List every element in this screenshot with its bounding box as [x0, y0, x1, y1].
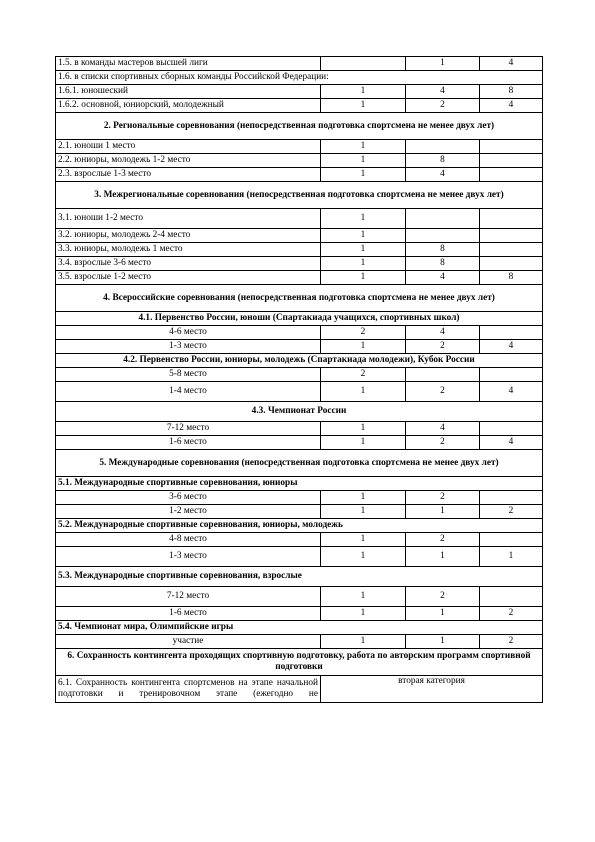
criterion-label: 2.3. взрослые 1-3 место — [56, 168, 321, 182]
subsection-heading: 4.2. Первенство России, юниоры, молодежь (Спартакиада молодежи), Кубок России — [56, 354, 543, 368]
points-cell: 4 — [406, 326, 480, 340]
subsection-heading: 5.1. Международные спортивные соревнования, юниоры — [56, 477, 543, 491]
table-row — [56, 168, 543, 182]
subsection-heading: 4.3. Чемпионат России — [56, 402, 543, 422]
subsection-heading: 5.3. Международные спортивные соревнования, взрослые — [56, 567, 543, 587]
table-row — [56, 587, 543, 607]
criterion-label: 2.2. юниоры, молодежь 1-2 место — [56, 154, 321, 168]
criterion-label: 1-4 место — [56, 382, 321, 402]
document-page — [55, 56, 542, 703]
section-heading: 3. Межрегиональные соревнования (непосредственная подготовка спортсмена не менее двух лет) — [56, 182, 543, 209]
points-cell — [480, 209, 543, 229]
points-cell: 1 — [406, 607, 480, 621]
table-row — [56, 243, 543, 257]
points-cell: 1 — [321, 607, 406, 621]
table-row — [56, 182, 543, 209]
table-row — [56, 547, 543, 567]
points-cell — [480, 533, 543, 547]
section-heading: 2. Региональные соревнования (непосредственная подготовка спортсмена не менее двух лет) — [56, 113, 543, 140]
points-cell: 2 — [480, 505, 543, 519]
section-heading: 5. Международные соревнования (непосредственная подготовка спортсмена не менее двух лет) — [56, 450, 543, 477]
table-row — [56, 326, 543, 340]
points-cell: 2 — [480, 607, 543, 621]
criterion-label: 1.5. в команды мастеров высшей лиги — [56, 57, 321, 71]
table-row — [56, 99, 543, 113]
points-cell: 1 — [321, 209, 406, 229]
points-cell: 1 — [321, 533, 406, 547]
points-cell: 2 — [480, 635, 543, 649]
points-cell — [406, 209, 480, 229]
points-cell: 1 — [321, 505, 406, 519]
points-cell: 1 — [321, 243, 406, 257]
criterion-label: 6.1. Сохранность контингента спортсменов на этапе начальной подготовки и тренировочном этапе (ежегодно не — [56, 676, 321, 703]
points-cell: 1 — [406, 635, 480, 649]
points-cell: 2 — [406, 99, 480, 113]
criterion-label: 3.2. юниоры, молодежь 2-4 место — [56, 229, 321, 243]
table-row — [56, 382, 543, 402]
section-heading: 4. Всероссийские соревнования (непосредственная подготовка спортсмена не менее двух лет) — [56, 285, 543, 312]
points-cell — [406, 368, 480, 382]
points-cell — [480, 257, 543, 271]
criterion-label: участие — [56, 635, 321, 649]
points-cell — [480, 326, 543, 340]
points-cell: 2 — [406, 382, 480, 402]
criteria-table — [55, 56, 543, 703]
criterion-group-label: 1.6. в списки спортивных сборных команды Российской Федерации: — [56, 71, 543, 85]
table-row — [56, 477, 543, 491]
criterion-label: 1-3 место — [56, 340, 321, 354]
criterion-label: 3.3. юниоры, молодежь 1 место — [56, 243, 321, 257]
table-row — [56, 257, 543, 271]
table-row — [56, 209, 543, 229]
criterion-label: 2.1. юноши 1 место — [56, 140, 321, 154]
points-cell: 4 — [406, 271, 480, 285]
criterion-label: 3.1. юноши 1-2 место — [56, 209, 321, 229]
criterion-label: 4-6 место — [56, 326, 321, 340]
points-cell: 1 — [321, 436, 406, 450]
table-row — [56, 271, 543, 285]
table-row — [56, 567, 543, 587]
subsection-heading: 5.2. Международные спортивные соревнования, юниоры, молодежь — [56, 519, 543, 533]
points-cell: 2 — [406, 533, 480, 547]
table-row — [56, 57, 543, 71]
points-cell: 4 — [406, 85, 480, 99]
criterion-label: 7-12 место — [56, 587, 321, 607]
points-cell — [406, 140, 480, 154]
criterion-label: 3-6 место — [56, 491, 321, 505]
points-cell: 1 — [321, 422, 406, 436]
points-cell: 1 — [406, 57, 480, 71]
points-cell: 1 — [321, 99, 406, 113]
points-cell — [321, 57, 406, 71]
points-cell: 2 — [406, 587, 480, 607]
criterion-label: 1.6.1. юношеский — [56, 85, 321, 99]
points-cell — [480, 368, 543, 382]
points-cell: 8 — [406, 257, 480, 271]
subsection-heading: 4.1. Первенство России, юноши (Спартакиада учащихся, спортивных школ) — [56, 312, 543, 326]
points-cell: 1 — [321, 85, 406, 99]
category-cell: вторая категория — [321, 676, 543, 703]
points-cell — [480, 243, 543, 257]
table-row — [56, 519, 543, 533]
table-row — [56, 229, 543, 243]
points-cell: 1 — [321, 229, 406, 243]
table-row — [56, 140, 543, 154]
points-cell: 8 — [480, 271, 543, 285]
table-row — [56, 621, 543, 635]
points-cell: 8 — [406, 154, 480, 168]
subsection-heading: 5.4. Чемпионат мира, Олимпийские игры — [56, 621, 543, 635]
table-row — [56, 635, 543, 649]
points-cell: 1 — [321, 635, 406, 649]
points-cell: 1 — [321, 271, 406, 285]
criterion-label: 7-12 место — [56, 422, 321, 436]
criterion-label: 1.6.2. основной, юниорский, молодежный — [56, 99, 321, 113]
criterion-label: 3.5. взрослые 1-2 место — [56, 271, 321, 285]
points-cell — [480, 168, 543, 182]
criterion-label: 5-8 место — [56, 368, 321, 382]
points-cell: 8 — [406, 243, 480, 257]
table-row — [56, 113, 543, 140]
criterion-label: 3.4. взрослые 3-6 место — [56, 257, 321, 271]
points-cell: 1 — [321, 257, 406, 271]
table-row — [56, 71, 543, 85]
table-row — [56, 354, 543, 368]
table-row — [56, 649, 543, 676]
criterion-label: 1-6 место — [56, 436, 321, 450]
points-cell: 4 — [406, 422, 480, 436]
points-cell: 8 — [480, 85, 543, 99]
points-cell: 1 — [321, 382, 406, 402]
points-cell: 2 — [321, 368, 406, 382]
points-cell — [480, 422, 543, 436]
table-row — [56, 607, 543, 621]
table-row — [56, 436, 543, 450]
points-cell: 4 — [406, 168, 480, 182]
table-row — [56, 450, 543, 477]
points-cell: 1 — [406, 505, 480, 519]
table-row — [56, 491, 543, 505]
table-row — [56, 312, 543, 326]
criterion-label: 1-2 место — [56, 505, 321, 519]
points-cell: 2 — [406, 340, 480, 354]
points-cell — [480, 491, 543, 505]
points-cell — [406, 229, 480, 243]
points-cell: 4 — [480, 57, 543, 71]
points-cell: 2 — [321, 326, 406, 340]
criterion-label: 1-3 место — [56, 547, 321, 567]
points-cell — [480, 154, 543, 168]
points-cell: 1 — [321, 154, 406, 168]
criterion-label: 4-8 место — [56, 533, 321, 547]
points-cell: 2 — [406, 436, 480, 450]
table-row — [56, 368, 543, 382]
points-cell: 2 — [406, 491, 480, 505]
table-row — [56, 505, 543, 519]
table-row — [56, 85, 543, 99]
table-row — [56, 533, 543, 547]
points-cell: 1 — [321, 140, 406, 154]
criterion-label: 1-6 место — [56, 607, 321, 621]
points-cell — [480, 587, 543, 607]
table-row — [56, 285, 543, 312]
points-cell — [480, 229, 543, 243]
table-row — [56, 340, 543, 354]
points-cell: 4 — [480, 99, 543, 113]
criteria-table-body — [56, 57, 543, 703]
table-row — [56, 676, 543, 703]
points-cell: 1 — [406, 547, 480, 567]
points-cell: 1 — [480, 547, 543, 567]
points-cell: 1 — [321, 547, 406, 567]
points-cell — [480, 140, 543, 154]
points-cell: 1 — [321, 168, 406, 182]
table-row — [56, 402, 543, 422]
points-cell: 4 — [480, 436, 543, 450]
points-cell: 1 — [321, 587, 406, 607]
table-row — [56, 422, 543, 436]
section-heading: 6. Сохранность контингента проходящих спортивную подготовку, работа по авторским программ спортивной подготовки — [56, 649, 543, 676]
table-row — [56, 154, 543, 168]
points-cell: 1 — [321, 491, 406, 505]
points-cell: 1 — [321, 340, 406, 354]
points-cell: 4 — [480, 382, 543, 402]
points-cell: 4 — [480, 340, 543, 354]
